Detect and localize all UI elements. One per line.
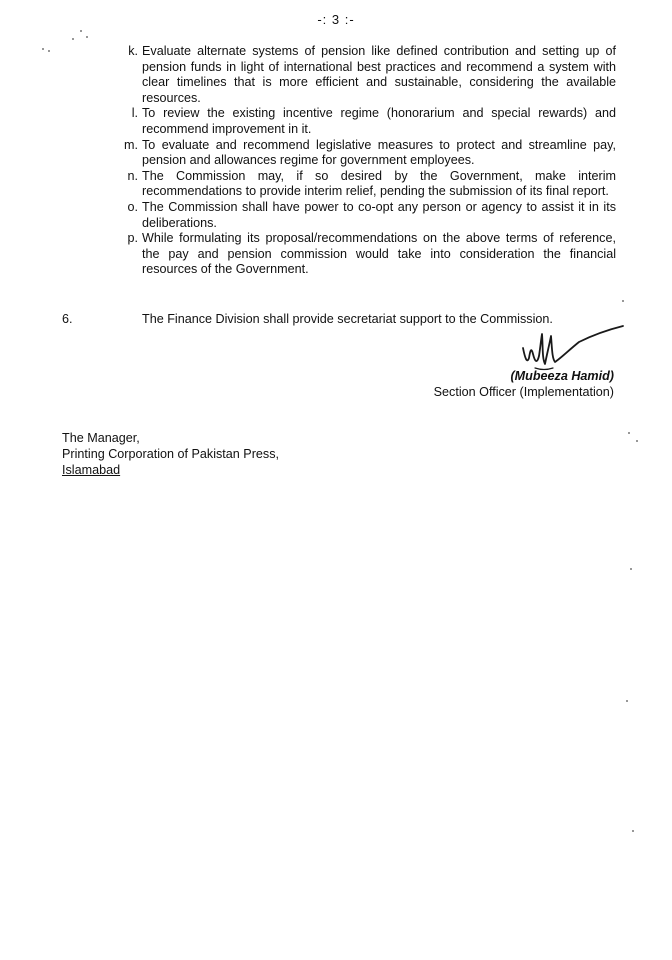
scan-speck — [86, 36, 88, 38]
scan-speck — [42, 48, 44, 50]
scan-speck — [622, 300, 624, 302]
terms-of-reference-list — [112, 44, 616, 278]
term-letter: n. — [127, 168, 138, 183]
scan-speck — [628, 432, 630, 434]
term-letter: m. — [124, 137, 138, 152]
term-m — [112, 138, 616, 169]
term-letter: o. — [127, 199, 138, 214]
term-o — [112, 200, 616, 231]
term-letter: l. — [131, 106, 138, 121]
scan-speck — [632, 830, 634, 832]
term-letter: k. — [128, 44, 138, 58]
addressee-city: Islamabad — [62, 463, 121, 477]
signer-designation: Section Officer (Implementation) — [433, 385, 614, 399]
term-text: To evaluate and recommend legislative measures to protect and streamline pay, pension and allowances regime for government employees. — [142, 137, 616, 168]
page-number: -: 3 :- — [317, 12, 355, 27]
scan-speck — [80, 30, 82, 32]
term-text: The Commission may, if so desired by the Government, make interim recommendations to provide interim relief, pending the submission of its final report. — [142, 168, 616, 199]
addressee-line: Printing Corporation of Pakistan Press, — [62, 447, 279, 461]
term-l — [112, 106, 616, 137]
term-n — [112, 169, 616, 200]
addressee-line: The Manager, — [62, 431, 140, 445]
term-k — [112, 44, 616, 106]
scan-speck — [72, 38, 74, 40]
paragraph-number: 6. — [62, 312, 73, 326]
term-text: The Commission shall have power to co-opt any person or agency to assist it in its deliberations. — [142, 199, 616, 230]
scan-speck — [636, 440, 638, 442]
term-p — [112, 231, 616, 278]
addressee-block — [62, 430, 279, 478]
signature-block — [434, 368, 614, 400]
scan-speck — [626, 700, 628, 702]
scan-speck — [48, 50, 50, 52]
term-text: Evaluate alternate systems of pension like defined contribution and setting up of pension funds in light of international best practices and recommend a system with clear timelines that is more efficient and sustainable, considering the available resources. — [142, 44, 616, 105]
term-letter: p. — [127, 231, 138, 246]
term-text: While formulating its proposal/recommendations on the above terms of reference, the pay and pension commission would take into consideration the financial resources of the Government. — [142, 231, 616, 277]
scan-speck — [630, 568, 632, 570]
signer-name: (Mubeeza Hamid) — [510, 369, 614, 383]
term-text: To review the existing incentive regime (honorarium and special rewards) and recommend improvement in it. — [142, 106, 616, 136]
paragraph-text: The Finance Division shall provide secretariat support to the Commission. — [142, 312, 553, 326]
